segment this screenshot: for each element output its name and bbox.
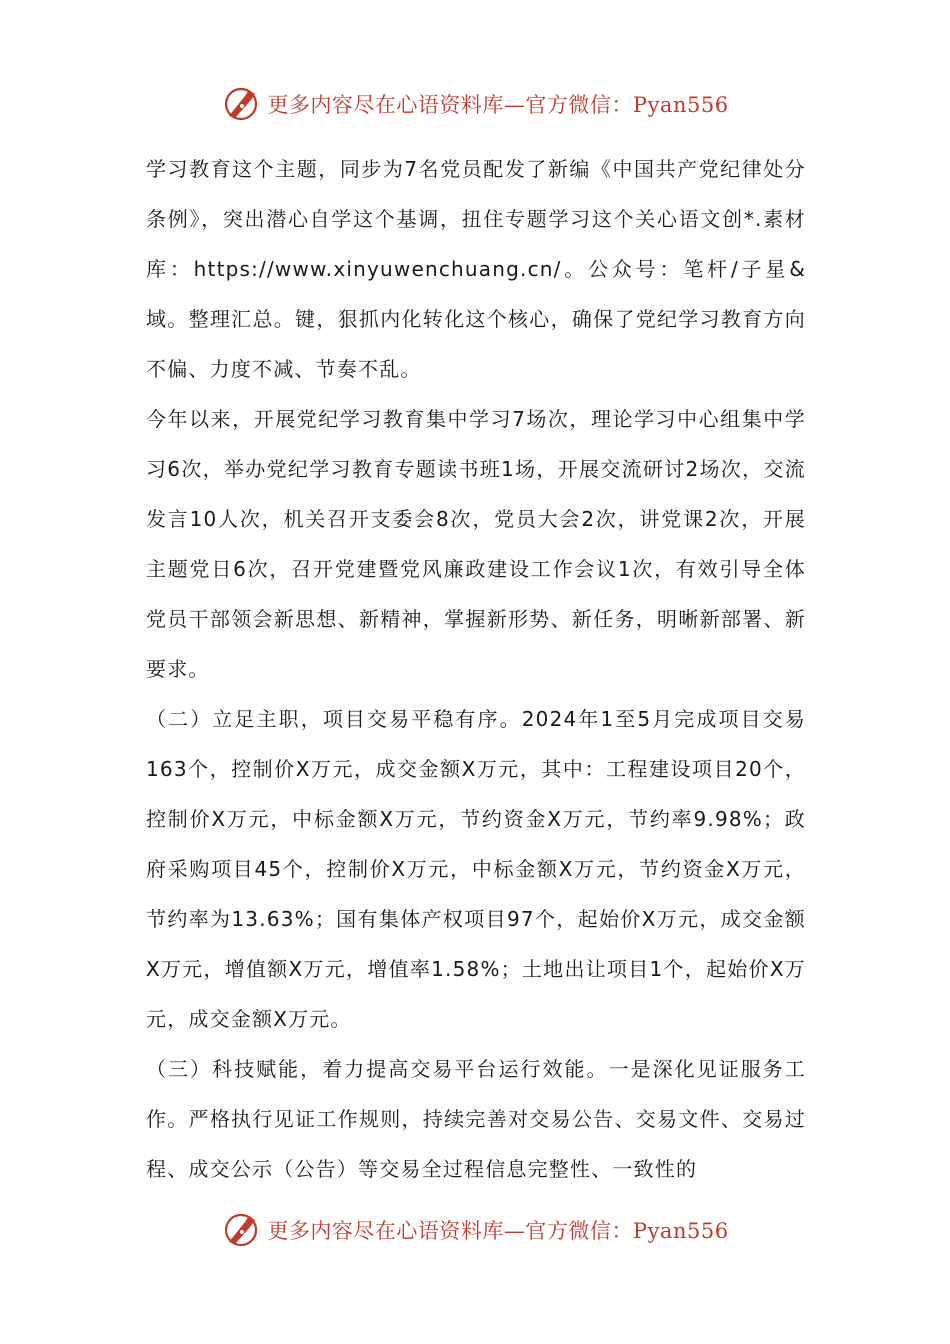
watermark-banner-top — [0, 82, 950, 126]
paragraph-1: 学习教育这个主题，同步为7名党员配发了新编《中国共产党纪律处分条例》，突出潜心自学这个基调，扭住专题学习这个关心语文创*.素材库：https://www.xinyuwenchuang.cn/。公众号：笔杆/子星&域。整理汇总。键，狠抓内化转化这个核心，确保了党纪学习教育方向不偏、力度不减、节奏不乱。 — [146, 157, 806, 381]
pen-nib-logo-icon — [221, 84, 261, 124]
paragraph-3: （二）立足主职，项目交易平稳有序。2024年1至5月完成项目交易163个，控制价X万元，成交金额X万元，其中：工程建设项目20个，控制价X万元，中标金额X万元，节约资金X万元，节约率9.98%；政府采购项目45个，控制价X万元，中标金额X万元，节约资金X万元，节约率为13.63%；国有集体产权项目97个，起始价X万元，成交金额X万元，增值额X万元，增值率1.58%；土地出让项目1个，起始价X万元，成交金额X万元。 — [146, 707, 806, 1031]
pen-nib-logo-icon — [221, 1210, 261, 1250]
watermark-text: 更多内容尽在心语资料库—官方微信：Pyan556 — [267, 93, 729, 117]
watermark-banner-bottom — [0, 1208, 950, 1252]
paragraph-4: （三）科技赋能，着力提高交易平台运行效能。一是深化见证服务工作。严格执行见证工作规则，持续完善对交易公告、交易文件、交易过程、成交公示（公告）等交易全过程信息完整性、一致性的 — [146, 1057, 806, 1181]
watermark-text: 更多内容尽在心语资料库—官方微信：Pyan556 — [267, 1219, 729, 1243]
paragraph-2: 今年以来，开展党纪学习教育集中学习7场次，理论学习中心组集中学习6次，举办党纪学习教育专题读书班1场，开展交流研讨2场次，交流发言10人次，机关召开支委会8次，党员大会2次，讲党课2次，开展主题党日6次，召开党建暨党风廉政建设工作会议1次，有效引导全体党员干部领会新思想、新精神，掌握新形势、新任务，明晰新部署、新要求。 — [146, 407, 806, 681]
document-body — [146, 144, 806, 1194]
